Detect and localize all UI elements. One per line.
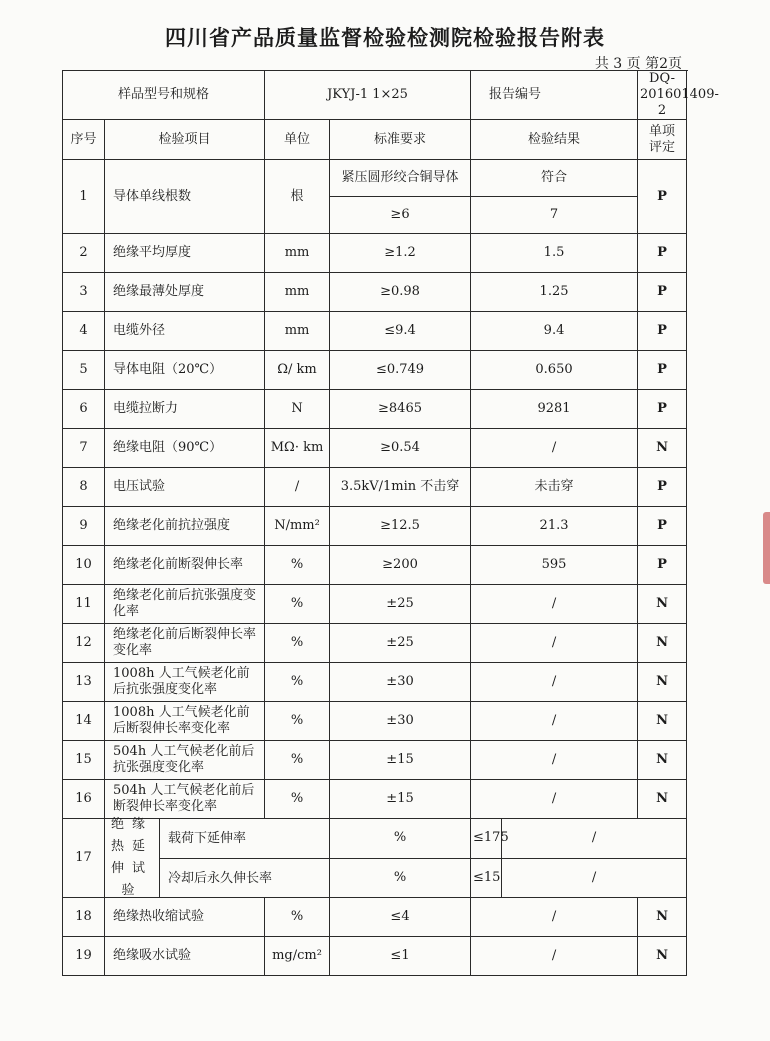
sub-item-elongation-under-load: 载荷下延伸率 bbox=[160, 819, 329, 859]
row-standard: ≤0.749 bbox=[330, 351, 471, 390]
table-row bbox=[63, 273, 687, 312]
row-item: 绝缘老化前抗拉强度 bbox=[105, 507, 265, 546]
page-info: 共 3 页 第2页 bbox=[594, 56, 682, 72]
row-unit: % bbox=[330, 819, 471, 859]
row-unit: MΩ· km bbox=[265, 429, 330, 468]
row-item: 绝缘老化前断裂伸长率 bbox=[105, 546, 265, 585]
row-unit: / bbox=[265, 468, 330, 507]
row-result: / bbox=[502, 819, 687, 859]
row-rating: P bbox=[638, 507, 687, 546]
sub-item-permanent-elongation: 冷却后永久伸长率 bbox=[168, 870, 273, 886]
table-row bbox=[63, 741, 687, 780]
row-standard: 紧压圆形绞合铜导体 bbox=[330, 160, 471, 197]
row-unit: N bbox=[265, 390, 330, 429]
header-standard: 标准要求 bbox=[330, 120, 471, 160]
table-row bbox=[63, 780, 687, 819]
row-no: 15 bbox=[63, 741, 105, 780]
row-standard: ≤4 bbox=[330, 898, 471, 937]
row-result: 1.5 bbox=[471, 234, 638, 273]
row-unit: mm bbox=[265, 312, 330, 351]
row-no: 4 bbox=[63, 312, 105, 351]
table-row bbox=[63, 585, 687, 624]
row-standard: 3.5kV/1min 不击穿 bbox=[330, 468, 471, 507]
table-row bbox=[63, 390, 687, 429]
row-unit: % bbox=[265, 624, 330, 663]
row-rating: P bbox=[638, 273, 687, 312]
row-no: 10 bbox=[63, 546, 105, 585]
row-rating: P bbox=[638, 468, 687, 507]
row-no: 17 bbox=[63, 819, 105, 898]
row-standard: ≥0.54 bbox=[330, 429, 471, 468]
row-rating: P bbox=[638, 234, 687, 273]
model-value: JKYJ-1 1×25 bbox=[265, 71, 471, 120]
row-rating: P bbox=[638, 351, 687, 390]
row-standard: ≥200 bbox=[330, 546, 471, 585]
row-no: 14 bbox=[63, 702, 105, 741]
table-row bbox=[63, 351, 687, 390]
row-unit: N/mm² bbox=[265, 507, 330, 546]
row-standard: ≥12.5 bbox=[330, 507, 471, 546]
row-result: 7 bbox=[471, 197, 638, 234]
row-standard: ±25 bbox=[330, 585, 471, 624]
row-standard: ≥8465 bbox=[330, 390, 471, 429]
row-result: 21.3 bbox=[471, 507, 638, 546]
row-no: 7 bbox=[63, 429, 105, 468]
row-standard: ≥0.98 bbox=[330, 273, 471, 312]
document-title: 四川省产品质量监督检验检测院检验报告附表 bbox=[165, 26, 605, 50]
row-unit: % bbox=[265, 663, 330, 702]
row-result: / bbox=[471, 898, 638, 937]
row-no: 8 bbox=[63, 468, 105, 507]
row-no: 19 bbox=[63, 937, 105, 976]
row-item: 1008h 人工气候老化前后抗张强度变化率 bbox=[105, 663, 265, 702]
row-result: 1.25 bbox=[471, 273, 638, 312]
report-number: DQ-201601409-2 bbox=[638, 71, 687, 120]
row-result: 符合 bbox=[471, 160, 638, 197]
row-standard: ≤175 bbox=[471, 819, 502, 859]
row-rating: P bbox=[638, 160, 687, 234]
row-result: / bbox=[471, 429, 638, 468]
table-row bbox=[63, 429, 687, 468]
row-result: / bbox=[471, 585, 638, 624]
row-unit: Ω/ km bbox=[265, 351, 330, 390]
row-rating: P bbox=[638, 390, 687, 429]
row-item: 电缆外径 bbox=[105, 312, 265, 351]
row-rating: N bbox=[638, 429, 687, 468]
row-item: 导体电阻（20℃） bbox=[105, 351, 265, 390]
table-row bbox=[63, 546, 687, 585]
row-item: 导体单线根数 bbox=[105, 160, 265, 234]
header-item: 检验项目 bbox=[105, 120, 265, 160]
row-item: 绝缘老化前后断裂伸长率变化率 bbox=[105, 624, 265, 663]
row-standard: ≤1 bbox=[330, 937, 471, 976]
row-result: / bbox=[471, 702, 638, 741]
row-result: / bbox=[471, 937, 638, 976]
inspection-table bbox=[62, 70, 719, 976]
row-result: / bbox=[471, 741, 638, 780]
row-unit: % bbox=[265, 546, 330, 585]
row-item: 绝缘吸水试验 bbox=[105, 937, 265, 976]
model-label: 样品型号和规格 bbox=[63, 71, 265, 120]
row-item: 绝缘电阻（90℃） bbox=[105, 429, 265, 468]
row-standard: ±25 bbox=[330, 624, 471, 663]
row-unit: mm bbox=[265, 273, 330, 312]
row-unit: % bbox=[330, 858, 471, 898]
row-unit: % bbox=[265, 585, 330, 624]
row-standard: ≥6 bbox=[330, 197, 471, 234]
row-unit: mm bbox=[265, 234, 330, 273]
row-rating: N bbox=[638, 585, 687, 624]
row-no: 9 bbox=[63, 507, 105, 546]
row-standard: ±30 bbox=[330, 702, 471, 741]
row-unit: % bbox=[265, 898, 330, 937]
table-row bbox=[63, 898, 687, 937]
row-rating: N bbox=[638, 898, 687, 937]
row-no: 3 bbox=[63, 273, 105, 312]
row-no: 18 bbox=[63, 898, 105, 937]
header-unit: 单位 bbox=[265, 120, 330, 160]
row-result: / bbox=[471, 663, 638, 702]
row-rating: P bbox=[638, 546, 687, 585]
row-standard: ≤15 bbox=[471, 858, 502, 898]
row-no: 13 bbox=[63, 663, 105, 702]
header-result: 检验结果 bbox=[471, 120, 638, 160]
row-no: 12 bbox=[63, 624, 105, 663]
row-rating: P bbox=[638, 312, 687, 351]
row-result: 9.4 bbox=[471, 312, 638, 351]
table-row bbox=[63, 507, 687, 546]
row-item: 电压试验 bbox=[105, 468, 265, 507]
row-no: 11 bbox=[63, 585, 105, 624]
row-unit: 根 bbox=[265, 160, 330, 234]
table-row bbox=[63, 937, 687, 976]
table-row bbox=[63, 312, 687, 351]
row-item: 绝缘老化前后抗张强度变化率 bbox=[105, 585, 265, 624]
table-row bbox=[63, 234, 687, 273]
table-row bbox=[63, 819, 687, 859]
table-row bbox=[63, 468, 687, 507]
row-standard: ≤9.4 bbox=[330, 312, 471, 351]
row-rating: N bbox=[638, 741, 687, 780]
row-no: 2 bbox=[63, 234, 105, 273]
row-item: 504h 人工气候老化前后抗张强度变化率 bbox=[105, 741, 265, 780]
table-row bbox=[63, 663, 687, 702]
row-result: / bbox=[471, 780, 638, 819]
header-row bbox=[63, 120, 687, 160]
row-unit: % bbox=[265, 702, 330, 741]
row-standard: ≥1.2 bbox=[330, 234, 471, 273]
row-rating: N bbox=[638, 663, 687, 702]
table-row bbox=[63, 702, 687, 741]
group-label-hot-set: 绝缘热延伸试验 bbox=[105, 819, 160, 897]
row-no: 16 bbox=[63, 780, 105, 819]
row-item: 绝缘最薄处厚度 bbox=[105, 273, 265, 312]
row-no: 5 bbox=[63, 351, 105, 390]
info-row bbox=[63, 71, 687, 120]
row-rating: N bbox=[638, 702, 687, 741]
row-item: 504h 人工气候老化前后断裂伸长率变化率 bbox=[105, 780, 265, 819]
row-unit: mg/cm² bbox=[265, 937, 330, 976]
row-no: 1 bbox=[63, 160, 105, 234]
table-row bbox=[63, 160, 687, 197]
row-item: 绝缘热收缩试验 bbox=[105, 898, 265, 937]
row-unit: % bbox=[265, 780, 330, 819]
row-rating: N bbox=[638, 937, 687, 976]
header-no: 序号 bbox=[63, 120, 105, 160]
row-rating: N bbox=[638, 780, 687, 819]
row-result: 0.650 bbox=[471, 351, 638, 390]
row-result: 9281 bbox=[471, 390, 638, 429]
row-result: / bbox=[502, 858, 687, 898]
header-rating: 单项评定 bbox=[638, 120, 687, 160]
row-no: 6 bbox=[63, 390, 105, 429]
row-standard: ±15 bbox=[330, 741, 471, 780]
row-result: / bbox=[471, 624, 638, 663]
table-row bbox=[63, 624, 687, 663]
row-standard: ±30 bbox=[330, 663, 471, 702]
row-item: 1008h 人工气候老化前后断裂伸长率变化率 bbox=[105, 702, 265, 741]
row-item: 绝缘平均厚度 bbox=[105, 234, 265, 273]
row-standard: ±15 bbox=[330, 780, 471, 819]
row-item: 电缆拉断力 bbox=[105, 390, 265, 429]
report-label: 报告编号 bbox=[471, 71, 638, 120]
row-rating: N bbox=[638, 624, 687, 663]
row-unit: % bbox=[265, 741, 330, 780]
row-result: 595 bbox=[471, 546, 638, 585]
red-seal-edge bbox=[763, 512, 770, 584]
row-result: 未击穿 bbox=[471, 468, 638, 507]
